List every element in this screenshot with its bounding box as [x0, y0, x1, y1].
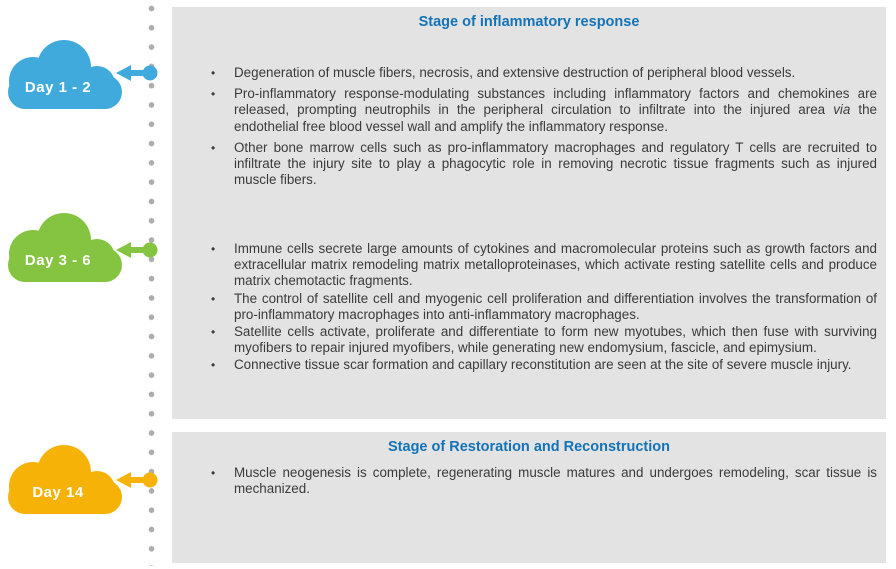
bullet-item: • Satellite cells activate, proliferate and differentiate to form new myotubes, which then fuse with surviving myofibers to repair injured myofibers, while generating new endomysium, fascicle, and epimysium. — [208, 324, 877, 356]
bullet-item: • Degeneration of muscle fibers, necrosis, and extensive destruction of peripheral blood vessels. — [208, 65, 877, 81]
stage-box-inflammatory-response — [172, 7, 886, 419]
cloud-shape-icon — [0, 444, 130, 516]
milestone-label: Day 1 - 2 — [24, 79, 92, 96]
bullet-item: • Connective tissue scar formation and capillary reconstitution are seen at the site of severe muscle injury. — [208, 357, 877, 373]
arrow-left-icon — [115, 63, 159, 83]
cloud-shape-icon — [0, 39, 130, 111]
milestone-label: Day 14 — [32, 484, 84, 501]
bullet-list-day-3-6 — [208, 241, 877, 374]
milestone-day-14 — [0, 444, 165, 522]
bullet-item: • Pro-inflammatory response-modulating substances including inflammatory factors and chemokines are released, prompting neutrophils in the peripheral circulation to infiltrate into the injured area via the endothelial free blood vessel wall and amplify the inflammatory response. — [208, 86, 877, 135]
stage-box-restoration-reconstruction — [172, 432, 886, 563]
arrow-left-icon — [115, 470, 159, 490]
arrow-left-icon — [115, 240, 159, 260]
bullet-item: • Other bone marrow cells such as pro-inflammatory macrophages and regulatory T cells are recruited to infiltrate the injury site to play a phagocytic role in removing necrotic tissue fragments such as injured muscle fibers. — [208, 140, 877, 189]
stage-title: Stage of inflammatory response — [418, 14, 640, 30]
bullet-item: • Immune cells secrete large amounts of cytokines and macromolecular proteins such as growth factors and extracellular matrix remodeling matrix metalloproteinases, which activate resting satellite cells and produce matrix chemotactic fragments. — [208, 241, 877, 290]
milestone-day-1-2 — [0, 39, 165, 117]
bullet-item: • Muscle neogenesis is complete, regenerating muscle matures and undergoes remodeling, scar tissue is mechanized. — [208, 465, 877, 497]
cloud-shape-icon — [0, 212, 130, 284]
milestone-day-3-6 — [0, 212, 165, 290]
bullet-item: • The control of satellite cell and myogenic cell proliferation and differentiation involves the transformation of pro-inflammatory macrophages into anti-inflammatory macrophages. — [208, 291, 877, 323]
bullet-list-day-1-2 — [208, 65, 877, 188]
stage-title: Stage of Restoration and Reconstruction — [388, 439, 670, 455]
milestone-label: Day 3 - 6 — [24, 252, 92, 269]
bullet-list-day-14 — [208, 465, 877, 497]
